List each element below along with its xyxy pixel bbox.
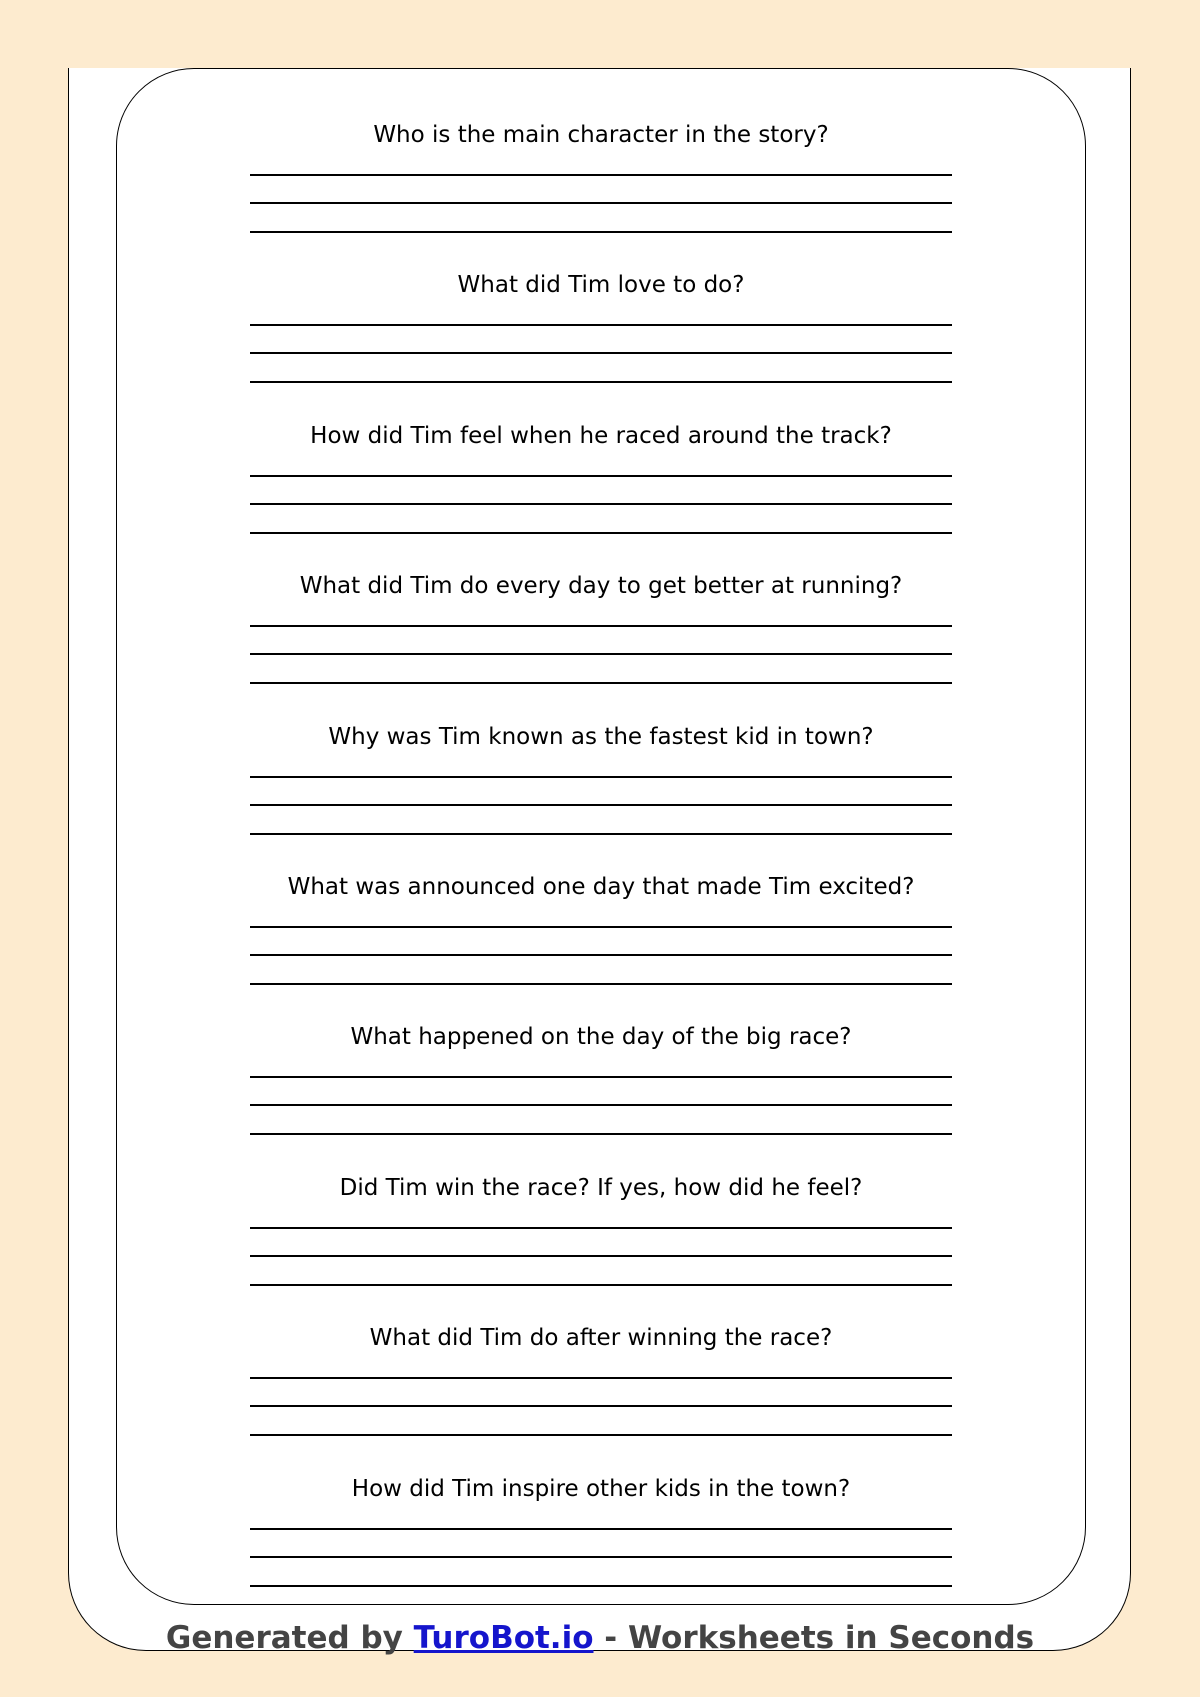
question-list [250, 116, 952, 1620]
answer-line [250, 1255, 952, 1257]
answer-line [250, 983, 952, 985]
question-text: How did Tim inspire other kids in the town? [351, 1475, 851, 1502]
answer-line [250, 503, 952, 505]
answer-line [250, 1076, 952, 1078]
answer-line [250, 1434, 952, 1436]
question-text: Who is the main character in the story? [373, 122, 829, 148]
footer-suffix: - Worksheets in Seconds [593, 1620, 1035, 1656]
answer-line [250, 532, 952, 534]
question-text: What did Tim do every day to get better at running? [299, 573, 903, 600]
question-text: What was announced one day that made Tim excited? [287, 873, 915, 900]
question-text: How did Tim feel when he raced around the track? [310, 422, 892, 449]
question-text: Did Tim win the race? If yes, how did he feel? [339, 1174, 863, 1201]
answer-line [250, 776, 952, 778]
question-item [250, 417, 952, 567]
question-item [250, 567, 952, 717]
answer-line [250, 324, 952, 326]
question-item [250, 116, 952, 266]
question-item [250, 1470, 952, 1620]
answer-line [250, 833, 952, 835]
answer-line [250, 625, 952, 627]
question-item [250, 266, 952, 416]
question-item [250, 718, 952, 868]
question-item [250, 1018, 952, 1168]
answer-line [250, 1284, 952, 1286]
answer-line [250, 202, 952, 204]
answer-line [250, 682, 952, 684]
answer-line [250, 231, 952, 233]
answer-line [250, 1377, 952, 1379]
question-item [250, 1169, 952, 1319]
question-text: What did Tim love to do? [457, 272, 745, 299]
question-item [250, 868, 952, 1018]
answer-line [250, 174, 952, 176]
answer-line [250, 653, 952, 655]
answer-line [250, 381, 952, 383]
answer-line [250, 954, 952, 956]
answer-line [250, 1133, 952, 1135]
answer-line [250, 1528, 952, 1530]
answer-line [250, 804, 952, 806]
answer-line [250, 1227, 952, 1229]
question-text: Why was Tim known as the fastest kid in town? [328, 723, 874, 750]
answer-line [250, 926, 952, 928]
question-text: What did Tim do after winning the race? [369, 1325, 833, 1352]
answer-line [250, 475, 952, 477]
answer-line [250, 1405, 952, 1407]
footer-credit [0, 1618, 1200, 1658]
answer-line [250, 1104, 952, 1106]
question-text: What happened on the day of the big race? [350, 1024, 852, 1051]
footer-prefix: Generated by [165, 1620, 414, 1656]
answer-line [250, 1556, 952, 1558]
turobot-link[interactable]: TuroBot.io [413, 1620, 594, 1656]
question-item [250, 1319, 952, 1469]
answer-line [250, 352, 952, 354]
answer-line [250, 1585, 952, 1587]
